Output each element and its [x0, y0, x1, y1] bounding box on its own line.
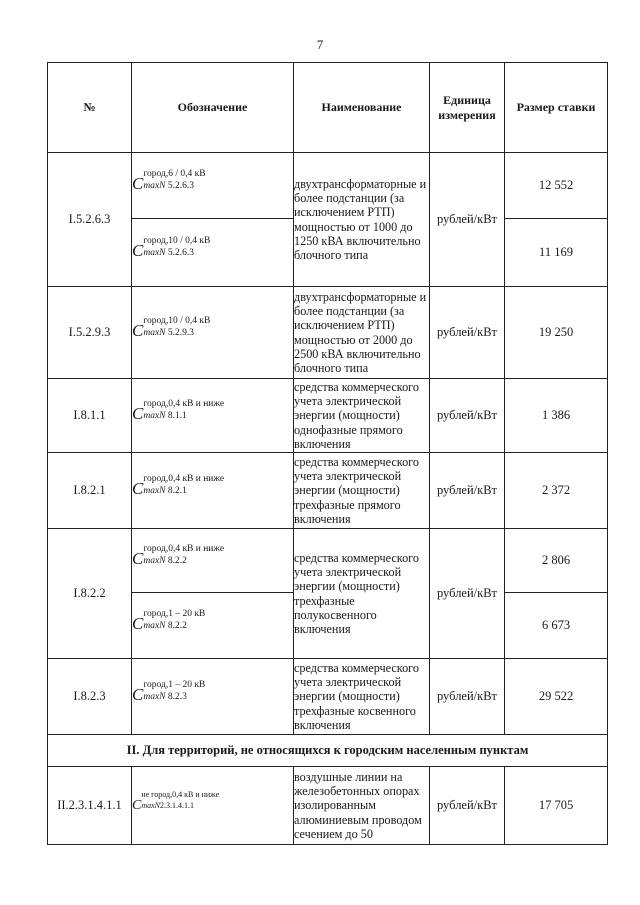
table-row — [48, 153, 608, 219]
page-number: 7 — [316, 37, 324, 52]
rate-value: 6 673 — [505, 593, 608, 659]
rate-symbol: C город,0,4 кВ и ниже maxN 8.1.1 — [132, 379, 294, 453]
symbol-subscript-index: 8.2.1 — [165, 486, 187, 497]
symbol-subscript-var: maxN — [143, 621, 166, 632]
symbol-subscript-index: 8.2.3 — [165, 692, 187, 703]
symbol-subscript-index: 8.2.2 — [165, 621, 187, 632]
header-row — [48, 63, 608, 153]
row-number: II.2.3.1.4.1.1 — [48, 767, 132, 845]
row-unit: рублей/кВт — [430, 659, 505, 735]
rate-symbol: C город,0,4 кВ и ниже maxN 8.2.1 — [132, 453, 294, 529]
symbol-subscript-index: 2.3.1.4.1.1 — [160, 801, 195, 810]
symbol-subscript-var: maxN — [143, 411, 166, 422]
row-number: I.5.2.9.3 — [48, 287, 132, 379]
row-description: средства коммерческого учета электрической энергии (мощности) трехфазные прямого включения — [294, 453, 430, 529]
rate-symbol: C город,1 – 20 кВ maxN 8.2.2 — [132, 593, 294, 659]
table-row — [48, 287, 608, 379]
symbol-subscript-var: maxN — [143, 248, 166, 259]
row-description: средства коммерческого учета электрической энергии (мощности) трехфазные косвенного включения — [294, 659, 430, 735]
row-description: средства коммерческого учета электрической энергии (мощности) однофазные прямого включения — [294, 379, 430, 453]
table-row — [48, 379, 608, 453]
row-unit: рублей/кВт — [430, 529, 505, 659]
symbol-subscript-index: 8.1.1 — [165, 411, 187, 422]
symbol-subscript-var: maxN — [141, 801, 161, 810]
row-unit: рублей/кВт — [430, 453, 505, 529]
rate-value: 11 169 — [505, 219, 608, 287]
rate-value: 19 250 — [505, 287, 608, 379]
rate-value: 2 372 — [505, 453, 608, 529]
row-number: I.8.2.1 — [48, 453, 132, 529]
header-symbol: Обозначение — [132, 63, 294, 153]
rate-value: 1 386 — [505, 379, 608, 453]
header-name: Наименование — [294, 63, 430, 153]
row-number: I.8.1.1 — [48, 379, 132, 453]
header-num: № — [48, 63, 132, 153]
rates-table — [47, 62, 608, 845]
row-number: I.8.2.3 — [48, 659, 132, 735]
section-title: II. Для территорий, не относящихся к городским населенным пунктам — [48, 735, 608, 767]
header-unit: Единица измерения — [430, 63, 505, 153]
symbol-superscript: город,1 – 20 кВ — [143, 679, 206, 690]
row-description: воздушные линии на железобетонных опорах изолированным алюминиевым проводом сечением до 50 — [294, 767, 430, 845]
symbol-subscript-var: maxN — [143, 486, 166, 497]
symbol-subscript-index: 8.2.2 — [165, 556, 187, 567]
section-row — [48, 735, 608, 767]
symbol-superscript: город,0,4 кВ и ниже — [143, 398, 225, 409]
rate-value: 2 806 — [505, 529, 608, 593]
symbol-superscript: город,0,4 кВ и ниже — [143, 473, 225, 484]
symbol-subscript-var: maxN — [143, 328, 166, 339]
row-description: средства коммерческого учета электрической энергии (мощности) трехфазные полукосвенного включения — [294, 529, 430, 659]
row-unit: рублей/кВт — [430, 767, 505, 845]
table-row — [48, 529, 608, 593]
rate-symbol: C город,1 – 20 кВ maxN 8.2.3 — [132, 659, 294, 735]
rate-value: 12 552 — [505, 153, 608, 219]
row-unit: рублей/кВт — [430, 287, 505, 379]
row-description: двухтрансформаторные и более подстанции (за исключением РТП) мощностью от 1000 до 1250 кВА включительно блочного типа — [294, 153, 430, 287]
symbol-subscript-index: 5.2.6.3 — [165, 181, 195, 192]
row-unit: рублей/кВт — [430, 379, 505, 453]
rate-symbol: C не город,0,4 кВ и ниже maxN2.3.1.4.1.1 — [132, 767, 294, 845]
symbol-superscript: город,10 / 0,4 кВ — [143, 315, 211, 326]
rate-value: 29 522 — [505, 659, 608, 735]
symbol-superscript: город,10 / 0,4 кВ — [143, 235, 211, 246]
rate-symbol: C город,10 / 0,4 кВ maxN 5.2.9.3 — [132, 287, 294, 379]
row-unit: рублей/кВт — [430, 153, 505, 287]
symbol-subscript-var: maxN — [143, 181, 166, 192]
rate-symbol: C город,6 / 0,4 кВ maxN 5.2.6.3 — [132, 153, 294, 219]
table-row — [48, 659, 608, 735]
symbol-subscript-index: 5.2.9.3 — [165, 328, 195, 339]
table-row — [48, 453, 608, 529]
row-number: I.8.2.2 — [48, 529, 132, 659]
rate-value: 17 705 — [505, 767, 608, 845]
header-rate: Размер ставки — [505, 63, 608, 153]
symbol-superscript: город,1 – 20 кВ — [143, 608, 206, 619]
row-description: двухтрансформаторные и более подстанции (за исключением РТП) мощностью от 2000 до 2500 кВА включительно блочного типа — [294, 287, 430, 379]
table-row — [48, 767, 608, 845]
symbol-superscript: не город,0,4 кВ и ниже — [141, 790, 220, 799]
row-number: I.5.2.6.3 — [48, 153, 132, 287]
symbol-subscript-var: maxN — [143, 692, 166, 703]
symbol-superscript: город,0,4 кВ и ниже — [143, 543, 225, 554]
symbol-subscript-index: 5.2.6.3 — [165, 248, 195, 259]
rate-symbol: C город,10 / 0,4 кВ maxN 5.2.6.3 — [132, 219, 294, 287]
rate-symbol: C город,0,4 кВ и ниже maxN 8.2.2 — [132, 529, 294, 593]
symbol-subscript-var: maxN — [143, 556, 166, 567]
symbol-superscript: город,6 / 0,4 кВ — [143, 168, 206, 179]
